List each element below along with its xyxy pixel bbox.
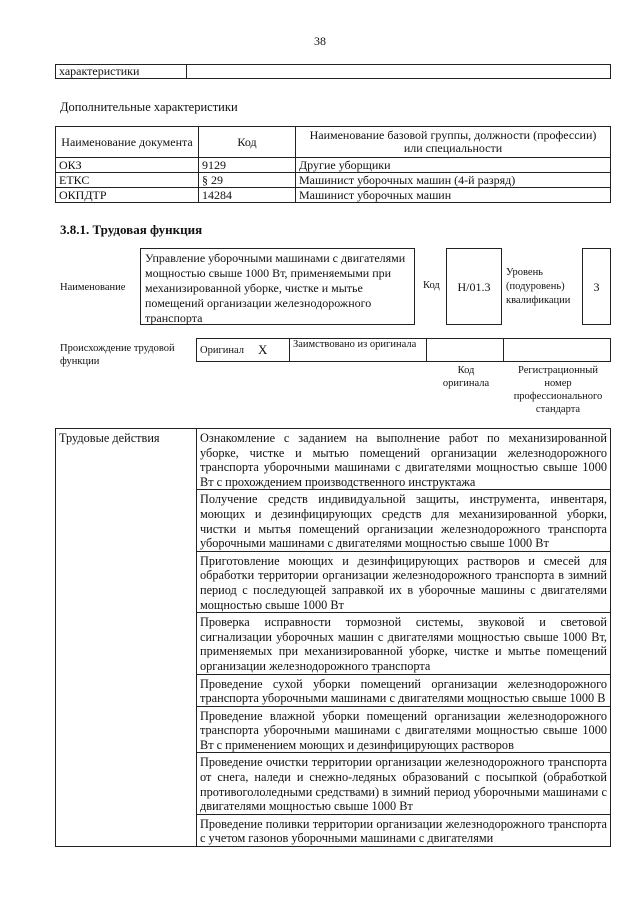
- labor-action-item: Проверка исправности тормозной системы, звуковой и световой сигнализации уборочных машин с двигателями мощностью свыше 1000 Вт, применяемых при механизированной уборке, чистке и мытье помещений организации железнодорожного транспорта: [197, 613, 611, 674]
- additional-table: [55, 126, 611, 203]
- origin-label: Происхождение трудовой функции: [60, 343, 175, 367]
- labor-action-item: Проведение сухой уборки помещений организации железнодорожного транспорта уборочными машинами с двигателями мощностью свыше 1000 В: [197, 674, 611, 706]
- origin-table: [196, 338, 611, 362]
- reg-number-cell: [504, 339, 611, 362]
- original-label: Оригинал: [197, 339, 256, 362]
- table-row: [56, 173, 611, 188]
- code-label: Код: [423, 280, 440, 291]
- qualification-level: 3: [582, 248, 611, 325]
- code-original-cell: [427, 339, 504, 362]
- additional-heading: Дополнительные характеристики: [60, 100, 238, 114]
- page-number: 38: [314, 34, 326, 48]
- top-row-right: [187, 65, 611, 79]
- top-row-table: [55, 64, 611, 79]
- function-code: Н/01.3: [446, 248, 502, 325]
- borrowed-label: Заимствовано из оригинала: [290, 339, 427, 362]
- function-name: Управление уборочными машинами с двигателями мощностью свыше 1000 Вт, применяемыми при механизированной уборке, чистке и мытье помещений организации железнодорожного транспорта: [140, 248, 415, 325]
- table-row: [56, 188, 611, 203]
- cell: Машинист уборочных машин (4-й разряд): [296, 173, 611, 188]
- table-row: [56, 158, 611, 173]
- cell: ЕТКС: [56, 173, 199, 188]
- original-mark: X: [255, 339, 290, 362]
- labor-actions-table: [55, 428, 611, 847]
- cell: 9129: [199, 158, 296, 173]
- labor-action-item: Проведение поливки территории организации железнодорожного транспорта с учетом газонов уборочными машинами с двигателями: [197, 814, 611, 846]
- level-label: Уровень (подуровень) квалификации: [506, 267, 571, 306]
- labor-action-item: Ознакомление с заданием на выполнение работ по механизированной уборке, чистке и мытью помещений организации железнодорожного транспорта уборочными машинами с двигателями мощностью свыше 1000 Вт с прохождением производственного инструктажа: [197, 429, 611, 490]
- header-code: Код: [199, 127, 296, 158]
- labor-action-item: Проведение влажной уборки помещений организации железнодорожного транспорта уборочными машинами с двигателями мощностью свыше 1000 Вт с применением моющих и дезинфицирующих растворов: [197, 706, 611, 753]
- code-original-caption: Код оригинала: [442, 365, 490, 389]
- labor-action-item: Получение средств индивидуальной защиты, инструмента, инвентаря, моющих и дезинфицирующих средств для механизированной уборки, чистки и мытья помещений организации железнодорожного транспорта уборочными машинами с двигателями мощностью свыше 1000 Вт: [197, 490, 611, 551]
- top-row-left: характеристики: [56, 65, 187, 79]
- table-row: [56, 429, 611, 490]
- labor-action-item: Проведение очистки территории организации железнодорожного транспорта от снега, наледи и снежно-ледяных образований с посыпкой (обработкой противогололедными средствами) в зимний период уборочными машинами с двигателями мощностью свыше 1000 Вт: [197, 753, 611, 814]
- cell: 14284: [199, 188, 296, 203]
- cell: § 29: [199, 173, 296, 188]
- cell: ОКПДТР: [56, 188, 199, 203]
- reg-number-caption: Регистрационный номер профессионального стандарта: [513, 365, 603, 415]
- cell: Машинист уборочных машин: [296, 188, 611, 203]
- cell: ОКЗ: [56, 158, 199, 173]
- header-doc: Наименование документа: [56, 127, 199, 158]
- labor-action-item: Приготовление моющих и дезинфицирующих растворов и смесей для обработки территории организации железнодорожного транспорта в зимний период с последующей заправкой их в уборочные машины с двигателями мощностью свыше 1000 Вт: [197, 551, 611, 612]
- section-title: 3.8.1. Трудовая функция: [60, 222, 203, 237]
- name-label: Наименование: [60, 282, 126, 293]
- cell: Другие уборщики: [296, 158, 611, 173]
- labor-actions-label: Трудовые действия: [56, 429, 197, 847]
- header-group: Наименование базовой группы, должности (профессии) или специальности: [296, 127, 611, 158]
